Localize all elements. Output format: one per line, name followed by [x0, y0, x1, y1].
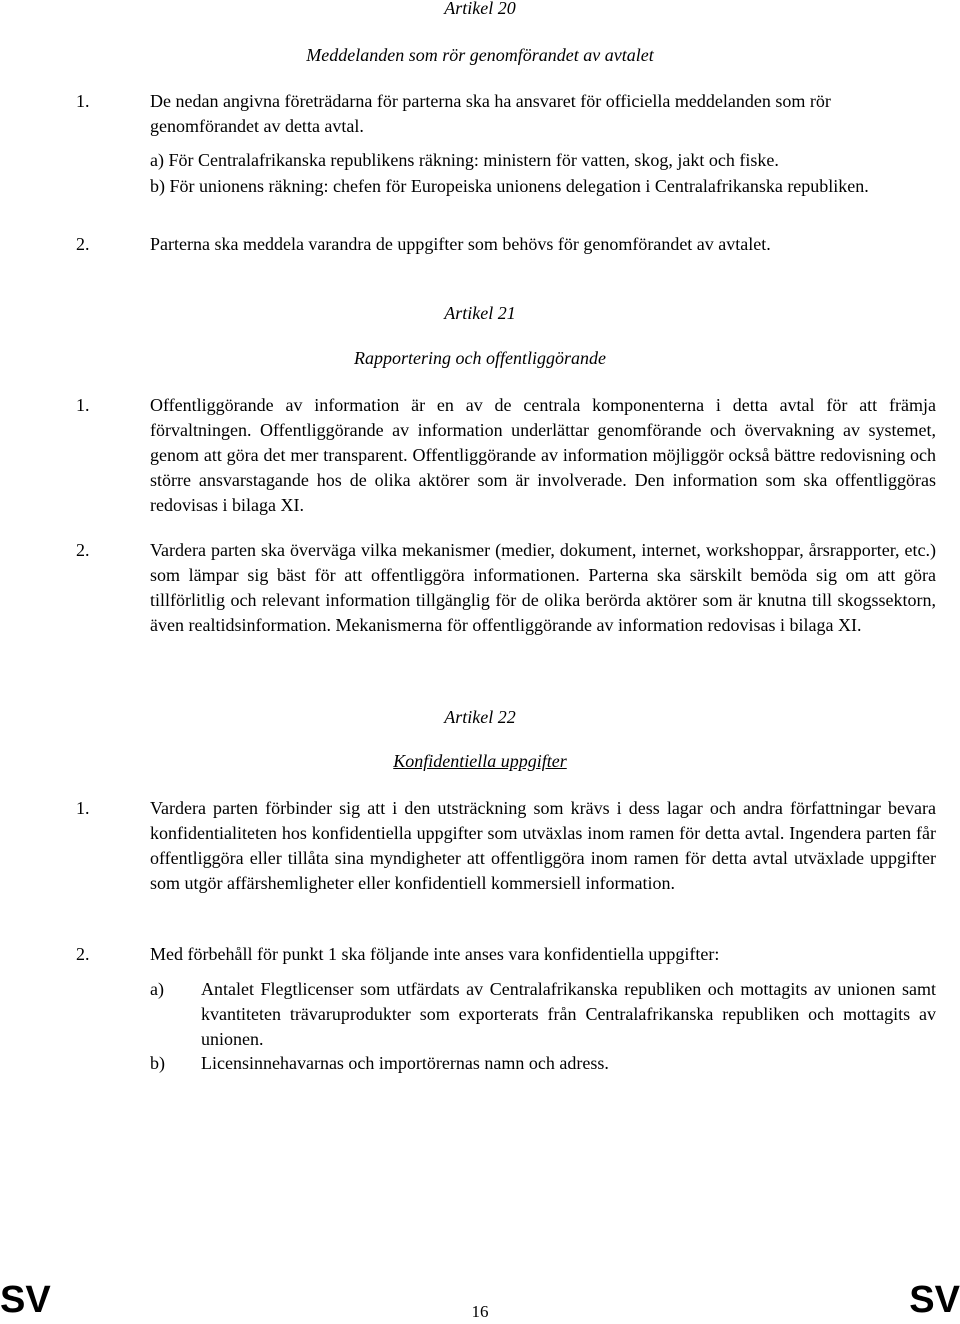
page-number: 16: [471, 1302, 489, 1321]
article-21-paragraph-2-number: 2.: [76, 540, 90, 560]
article-21-paragraph-1-number: 1.: [76, 395, 90, 415]
article-21-heading: Artikel 21: [444, 303, 516, 323]
article-22-title: Konfidentiella uppgifter: [393, 751, 567, 771]
article-22-paragraph-1: Vardera parten förbinder sig att i den utsträckning som krävs i dess lagar och andra författningar bevara konfidentialiteten hos konfidentiella uppgifter som utväxlas inom ramen för detta avtal. Ingendera parten får offentliggöra eller tillåta sina myndigheter att offentliggöra inom ramen för detta avtal utväxlade uppgifter som utgör affärshemligheter eller konfidentiell kommersiell information.: [150, 798, 936, 893]
footer-language-left: SV: [0, 1279, 51, 1321]
article-22-paragraph-2-number: 2.: [76, 944, 90, 964]
article-20-paragraph-1-number: 1.: [76, 91, 90, 111]
article-22-item-a: Antalet Flegtlicenser som utfärdats av Centralafrikanska republiken och mottagits av unionen samt kvantiteten trävaruprodukter som exporterats från Centralafrikanska republiken och mottagits av unionen.: [201, 979, 936, 1049]
article-20-paragraph-2: Parterna ska meddela varandra de uppgifter som behövs för genomförandet av avtalet.: [150, 234, 771, 254]
article-22-paragraph-1-number: 1.: [76, 798, 90, 818]
footer-language-right: SV: [909, 1279, 960, 1321]
article-21-title: Rapportering och offentliggörande: [354, 348, 606, 368]
article-21-paragraph-1: Offentliggörande av information är en av de centrala komponenterna i detta avtal för att främja förvaltningen. Offentliggörande av information underlättar genomförande och övervakning av systemet, genom att göra det mer transparent. Offentliggörande av information möjliggör också bättre redovisning och större ansvarstagande hos de olika aktörer som är involverade. Den information som ska offentliggöras redovisas i bilaga XI.: [150, 395, 936, 515]
article-22-item-b: Licensinnehavarnas och importörernas namn och adress.: [201, 1053, 609, 1073]
article-21-paragraph-2: Vardera parten ska överväga vilka mekanismer (medier, dokument, internet, workshoppar, årsrapporter, etc.) som lämpar sig bäst för att offentliggöra informationen. Parterna ska särskilt bemöda sig om att göra tillförlitlig och relevant information tillgänglig för de olika berörda aktörer som är knutna till skogssektorn, även realtidsinformation. Mekanismerna för offentliggörande av information redovisas i bilaga XI.: [150, 540, 936, 635]
article-22-item-b-label: b): [150, 1053, 165, 1073]
article-20-paragraph-2-number: 2.: [76, 234, 90, 254]
article-22-paragraph-2: Med förbehåll för punkt 1 ska följande inte anses vara konfidentiella uppgifter:: [150, 944, 720, 964]
article-20-item-a: a) För Centralafrikanska republikens räkning: ministern för vatten, skog, jakt och fiske.: [150, 150, 779, 170]
article-22-heading: Artikel 22: [444, 707, 516, 727]
article-20-item-b: b) För unionens räkning: chefen för Europeiska unionens delegation i Centralafrikanska republiken.: [150, 176, 869, 196]
article-20-heading: Artikel 20: [444, 0, 516, 18]
article-20-paragraph-1: De nedan angivna företrädarna för parterna ska ha ansvaret för officiella meddelanden som rör genomförandet av detta avtal.: [150, 91, 831, 136]
article-20-title: Meddelanden som rör genomförandet av avtalet: [306, 45, 654, 65]
article-22-item-a-label: a): [150, 979, 164, 999]
